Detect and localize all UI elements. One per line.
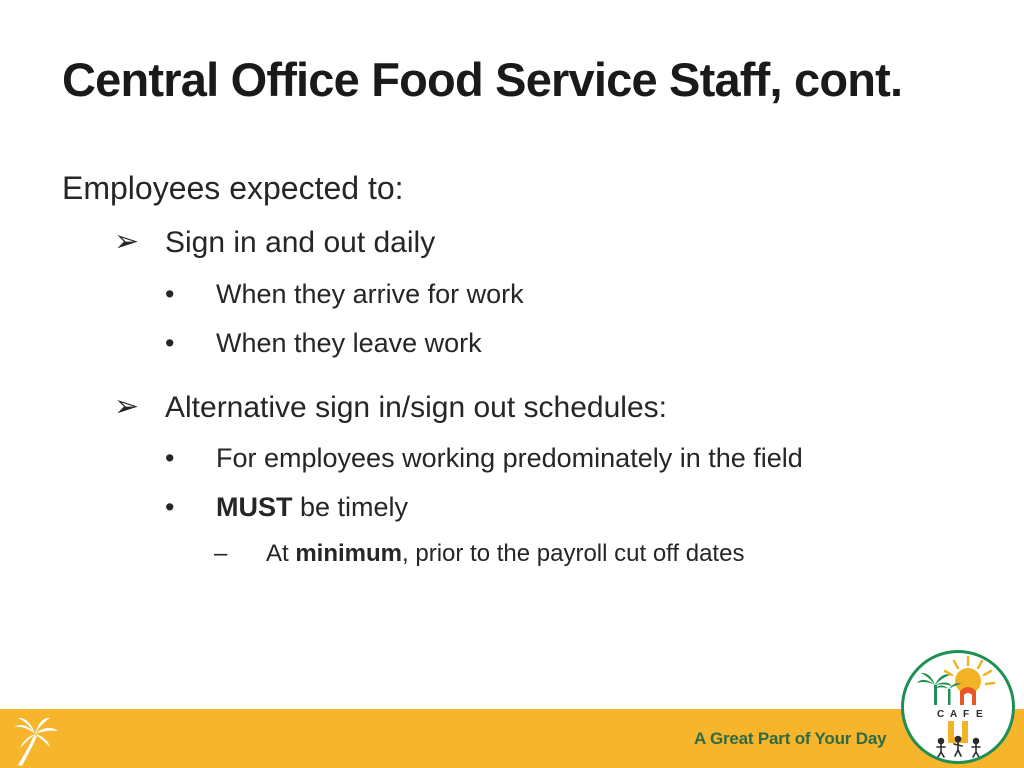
list-item: [114, 391, 667, 425]
list-item-text-post: , prior to the payroll cut off dates: [402, 540, 745, 567]
dot-bullet-icon: •: [165, 443, 175, 473]
dot-bullet-icon: •: [165, 328, 175, 358]
emphasis-must: MUST: [216, 492, 293, 522]
cafe-logo-icon: [901, 650, 1015, 764]
list-item-text-pre: At: [266, 540, 296, 567]
intro-text: Employees expected to:: [62, 170, 404, 206]
logo-letter: E: [976, 709, 983, 720]
dot-bullet-icon: •: [165, 492, 175, 522]
list-item: [165, 328, 482, 359]
dash-bullet-icon: –: [214, 540, 228, 567]
list-item-text: [266, 540, 744, 567]
list-item-text: Sign in and out daily: [165, 226, 436, 259]
dot-bullet-icon: •: [165, 279, 175, 309]
footer-tagline: A Great Part of Your Day: [694, 729, 887, 748]
palm-tree-icon: [10, 715, 62, 767]
list-item-text: When they leave work: [216, 328, 482, 358]
logo-letter: A: [950, 709, 958, 720]
list-item: [114, 226, 435, 260]
slide-title: Central Office Food Service Staff, cont.: [62, 53, 903, 106]
list-item-text: [216, 492, 408, 522]
list-item-text: For employees working predominately in the field: [216, 443, 803, 473]
arrow-bullet-icon: ➢: [114, 390, 140, 423]
list-item: [165, 443, 803, 474]
list-item: [214, 540, 744, 568]
arrow-bullet-icon: ➢: [114, 225, 140, 258]
footer-bar: [0, 709, 1024, 768]
list-item-text-rest: be timely: [292, 492, 409, 522]
list-item-text: When they arrive for work: [216, 279, 524, 309]
list-item: [165, 492, 408, 523]
cafe-logo-graphic: [904, 653, 1012, 761]
logo-letter: C: [937, 709, 945, 720]
emphasis-minimum: minimum: [295, 540, 403, 567]
list-item: [165, 279, 524, 310]
logo-letter: F: [963, 709, 970, 720]
list-item-text: Alternative sign in/sign out schedules:: [165, 391, 667, 424]
